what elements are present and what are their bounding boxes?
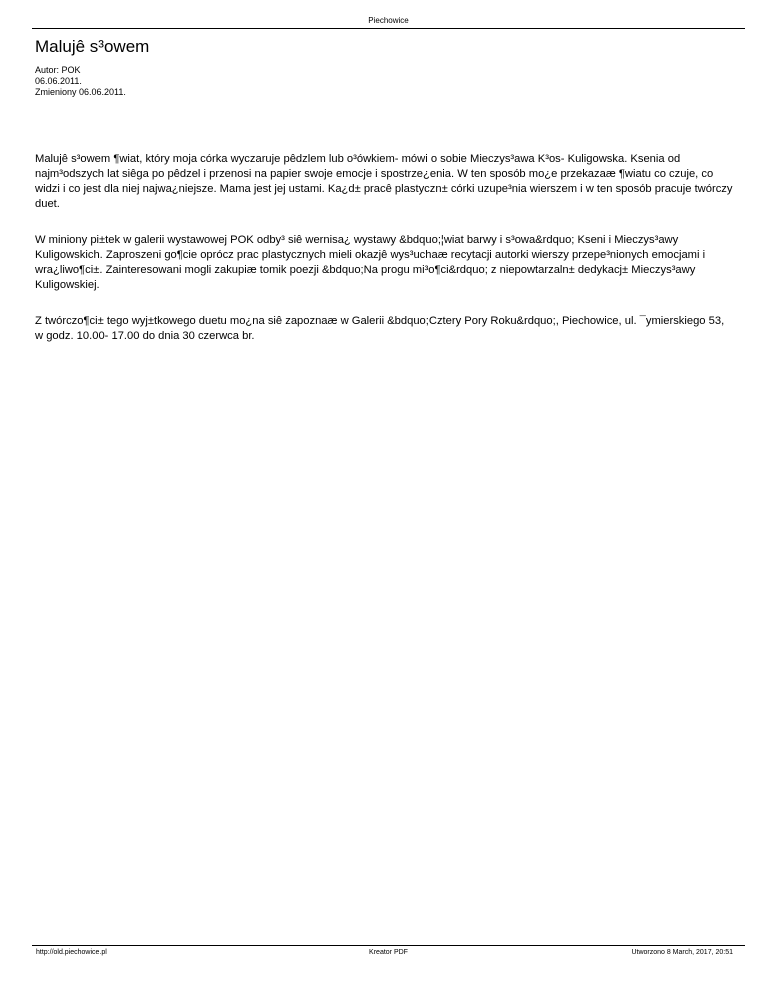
site-name: Piechowice: [368, 16, 409, 25]
publish-date: 06.06.2011.: [35, 76, 82, 86]
footer-url: http://old.piechowice.pl: [36, 949, 107, 956]
footer-generator: Kreator PDF: [369, 949, 408, 956]
page-header: [32, 14, 745, 29]
author-line: Autor: POK: [35, 65, 81, 75]
page-footer: [32, 945, 745, 959]
article-title: Malujê s³owem: [35, 37, 150, 56]
article-paragraph-3: Z twórczo¶ci± tego wyj±tkowego duetu mo¿na siê zapoznaæ w Galerii &bdquo;Cztery Pory Roku&rdquo;, Piechowice, ul. ¯ymierskiego 53, w godz. 10.00- 17.00 do dnia 30 czerwca br.: [35, 315, 725, 342]
modified-line: Zmieniony 06.06.2011.: [35, 87, 126, 97]
footer-created: Utworzono 8 March, 2017, 20:51: [631, 949, 733, 956]
article-meta: [35, 65, 126, 98]
article-paragraph-1: Malujê s³owem ¶wiat, który moja córka wyczaruje pêdzlem lub o³ówkiem- mówi o sobie Mieczys³awa K³os- Kuligowska. Ksenia od najm³odszych lat siêga po pêdzel i przenosi na papier swoje emocje i spostrze¿enia. W ten sposób mo¿e przekazaæ ¶wiatu co czuje, co widzi i co jest dla niej najwa¿niejsze. Mama jest jej ustami. Ka¿d± pracê plastyczn± córki uzupe³nia wierszem i w ten sposób pracuje twórczy duet.: [35, 153, 733, 210]
article-paragraph-2: W miniony pi±tek w galerii wystawowej POK odby³ siê wernisa¿ wystawy &bdquo;¦wiat barwy i s³owa&rdquo; Kseni i Mieczys³awy Kuligowskich. Zaproszeni go¶cie oprócz prac plastycznych mieli okazjê wys³uchaæ recytacji autorki wierszy przepe³nionych emocjami i wra¿liwo¶ci±. Zainteresowani mogli zakupiæ tomik poezji &bdquo;Na progu mi³o¶ci&rdquo; z niepowtarzaln± dedykacj± Mieczys³awy Kuligowskiej.: [35, 234, 706, 291]
